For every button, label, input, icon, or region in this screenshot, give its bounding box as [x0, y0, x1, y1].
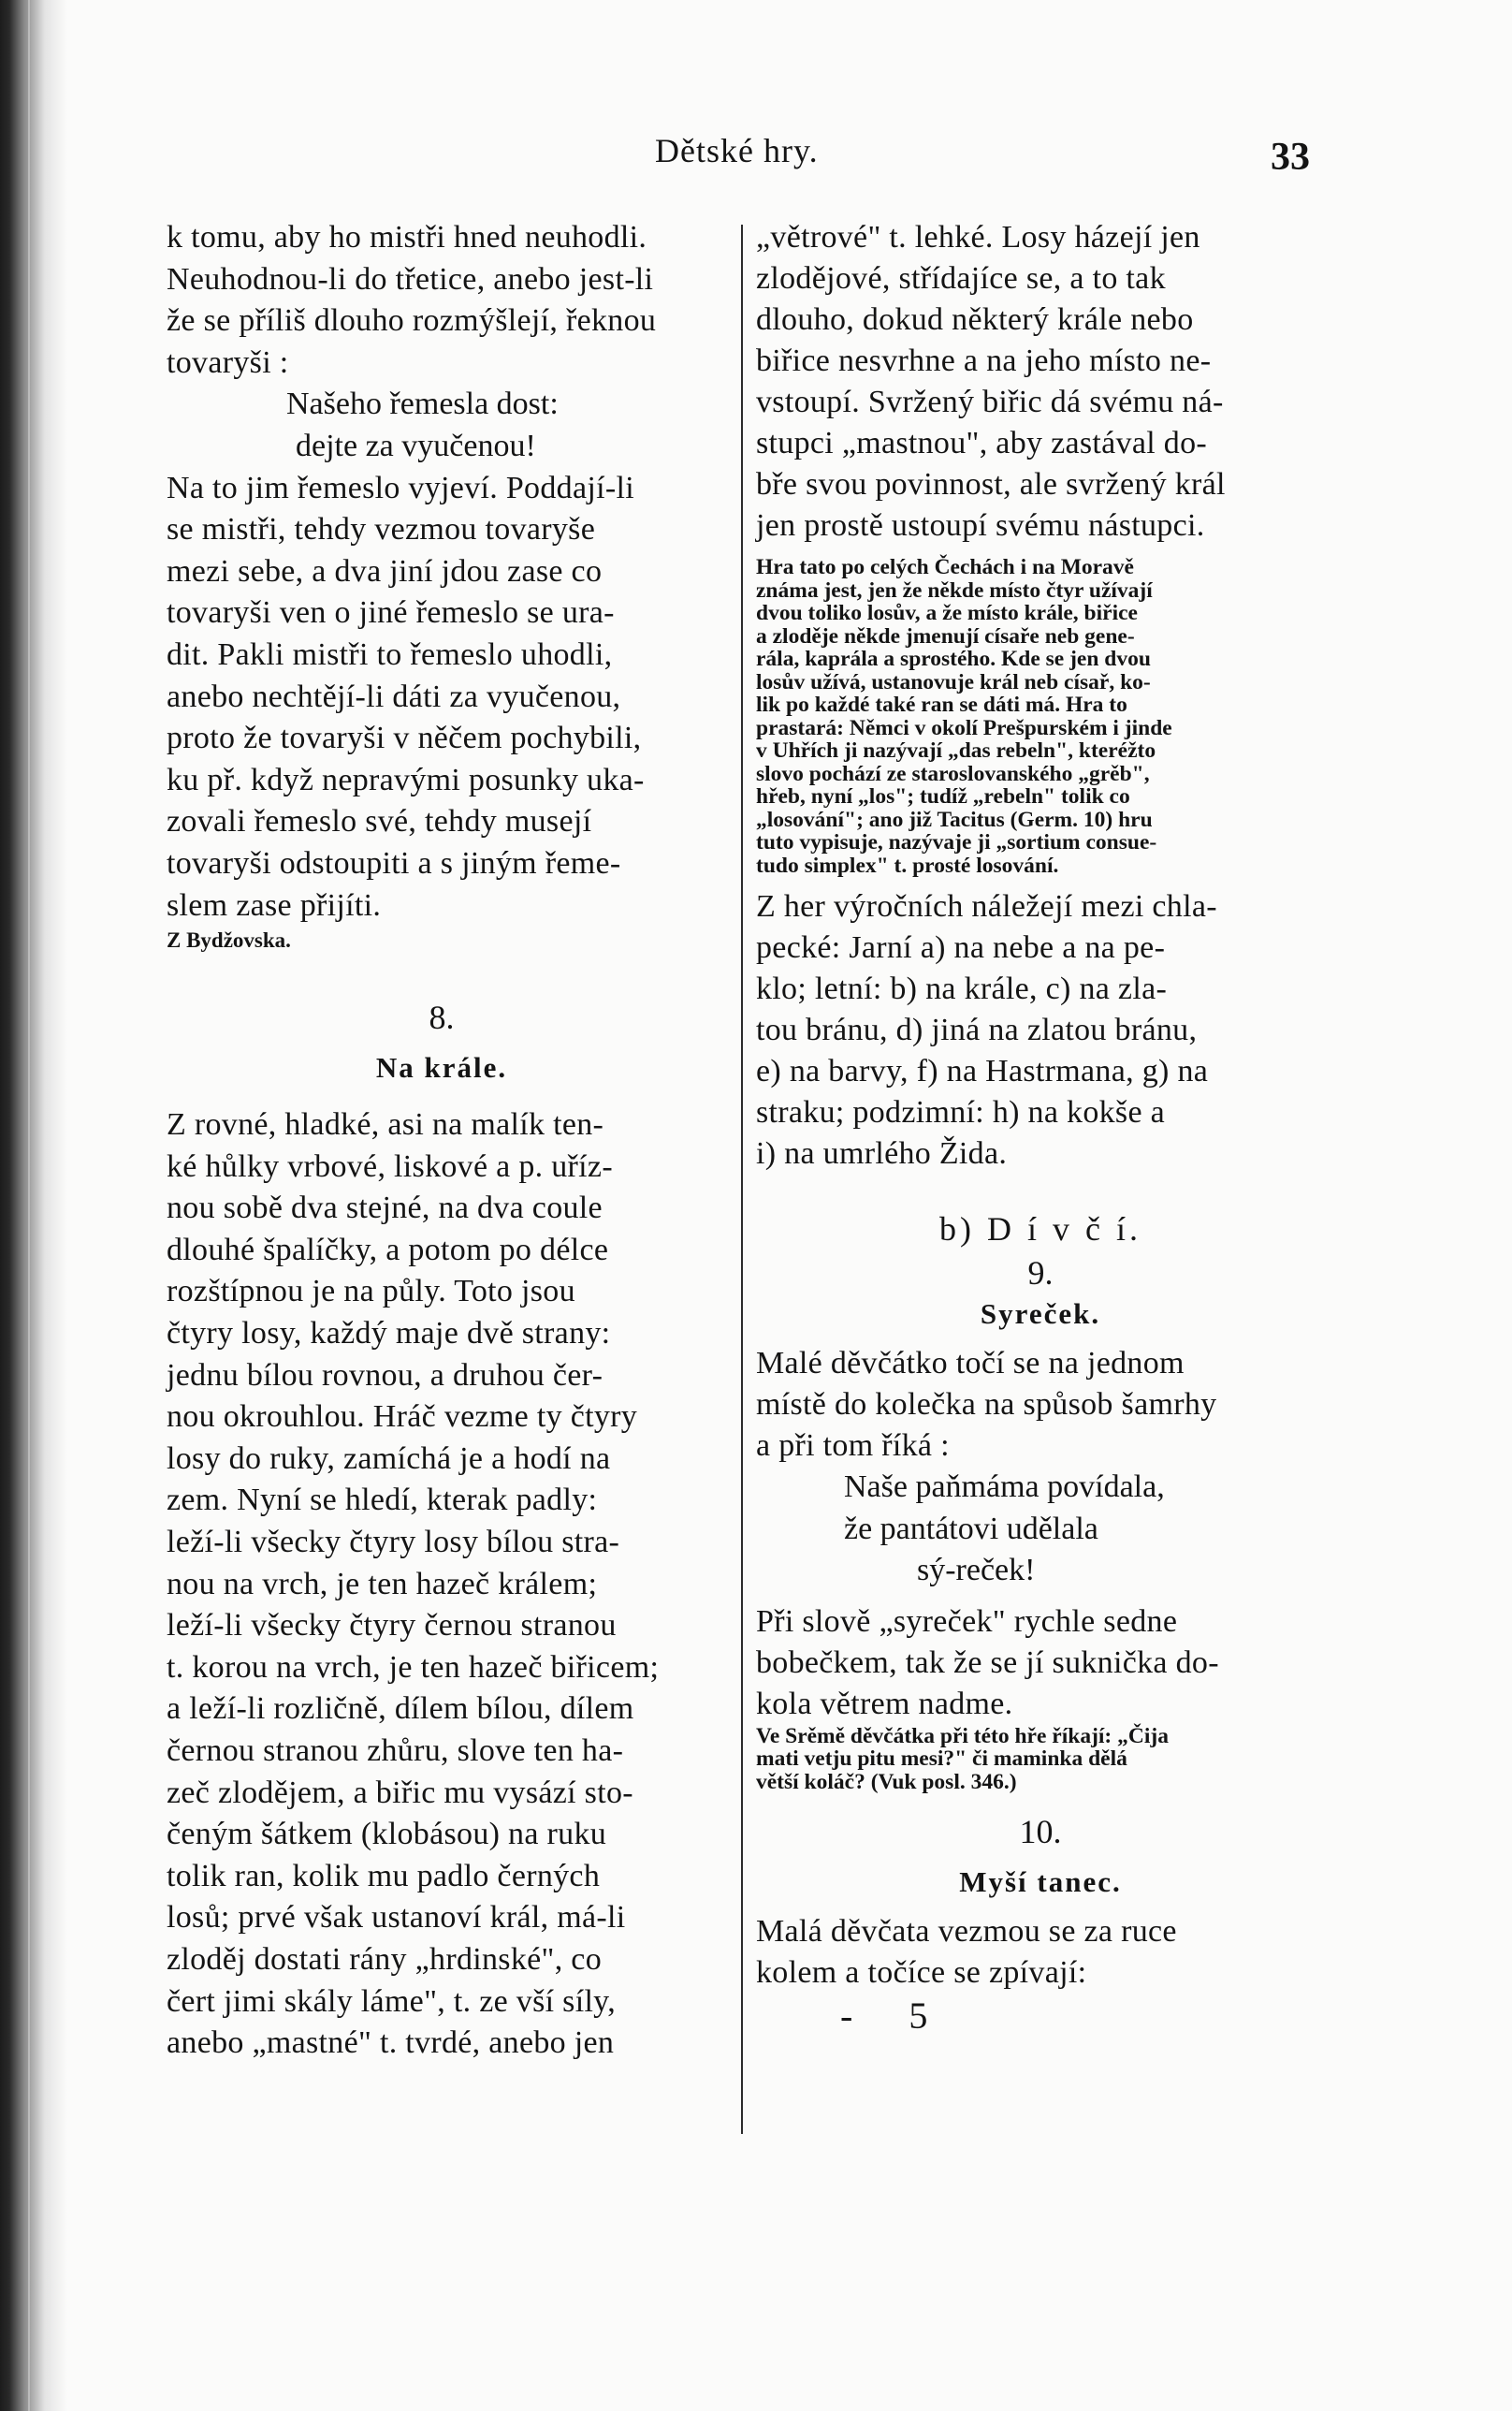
text-line: dlouhé špalíčky, a potom po délce	[167, 1232, 609, 1267]
text-line: anebo nechtějí-li dáti za vyučenou,	[167, 679, 621, 714]
paragraph	[756, 1601, 1325, 1725]
verse	[167, 384, 717, 467]
text-line: bře svou povinnost, ale svržený král	[756, 467, 1226, 502]
text-line: biřice nesvrhne a na jeho místo ne-	[756, 343, 1212, 378]
note-line: Hra tato po celých Čechách i na Moravě	[756, 555, 1134, 579]
text-line: černou stranou zhůru, slove ten ha-	[167, 1733, 624, 1768]
right-column	[756, 217, 1325, 2038]
signature-mark: - 5	[840, 1995, 928, 2038]
text-line: čert jimi skály láme", t. ze vší síly,	[167, 1983, 617, 2019]
text-line: zloděj dostati rány „hrdinské", co	[167, 1941, 602, 1977]
text-line: Malá děvčata vezmou se za ruce	[756, 1914, 1177, 1950]
note-line: slovo pochází ze staroslovanského „grěb",	[756, 761, 1150, 786]
text-line: zovali řemeslo své, tehdy musejí	[167, 804, 592, 840]
text-line: tovaryši :	[167, 344, 289, 380]
verse-line: že pantátovi udělala	[844, 1511, 1098, 1546]
text-line: čeným šátkem (klobásou) na ruku	[167, 1817, 607, 1852]
text-line: Na to jim řemeslo vyjeví. Poddají-li	[167, 470, 634, 505]
section-number: 8.	[429, 999, 455, 1037]
paragraph	[756, 1911, 1325, 1994]
text-line: „větrové" t. lehké. Losy házejí jen	[756, 220, 1200, 255]
note-line: losův užívá, ustanovuje král neb císař, ko-	[756, 669, 1151, 694]
text-line: tovaryši odstoupiti a s jiným řeme-	[167, 845, 621, 881]
text-line: zeč zlodějem, a biřic mu vysází sto-	[167, 1775, 633, 1810]
left-column	[167, 217, 717, 2065]
note-line: hřeb, nyní „los"; tudíž „rebeln" tolik co	[756, 784, 1130, 809]
scan-binding-edge	[0, 0, 67, 2411]
text-line: i) na umrlého Žida.	[756, 1136, 1008, 1171]
text-line: slem zase přijíti.	[167, 887, 382, 923]
text-line: k tomu, aby ho mistři hned neuhodli.	[167, 220, 647, 255]
text-line: se mistři, tehdy vezmou tovaryše	[167, 512, 596, 548]
text-line: nou na vrch, je ten hazeč králem;	[167, 1566, 598, 1601]
text-line: a při tom říká :	[756, 1428, 950, 1463]
text-line: klo; letní: b) na krále, c) na zla-	[756, 972, 1168, 1006]
text-line: Při slově „syreček" rychle sedne	[756, 1603, 1178, 1639]
text-line: pecké: Jarní a) na nebe a na pe-	[756, 930, 1166, 965]
text-line: tolik ran, kolik mu padlo černých	[167, 1858, 601, 1893]
paragraph	[167, 1104, 717, 2065]
text-line: dlouho, dokud některý krále nebo	[756, 302, 1194, 337]
subheading: b) D í v č í.	[939, 1210, 1141, 1248]
text-line: jednu bílou rovnou, a druhou čer-	[167, 1357, 603, 1393]
text-line: jen prostě ustoupí svému nástupci.	[756, 508, 1205, 543]
text-line: místě do kolečka na spůsob šamrhy	[756, 1387, 1217, 1422]
scan-edge-line	[28, 0, 30, 2411]
text-line: tou bránu, d) jiná na zlatou bránu,	[756, 1013, 1198, 1047]
text-line: že se příliš dlouho rozmýšlejí, řeknou	[167, 303, 657, 339]
text-line: bobečkem, tak že se jí suknička do-	[756, 1644, 1219, 1680]
verse-line: Našeho řemesla dost:	[286, 387, 559, 422]
footnote	[756, 1725, 1325, 1794]
text-line: e) na barvy, f) na Hastrmana, g) na	[756, 1054, 1209, 1089]
source-note: Z Bydžovska.	[167, 928, 291, 953]
text-line: Z rovné, hladké, asi na malík ten-	[167, 1107, 604, 1143]
note-line: tudo simplex" t. prosté losování.	[756, 853, 1059, 878]
verse	[756, 1467, 1325, 1592]
section-title: Na krále.	[375, 1051, 508, 1085]
text-line: straku; podzimní: h) na kokše a	[756, 1095, 1166, 1130]
text-line: tovaryši ven o jiné řemeslo se ura-	[167, 595, 615, 631]
note-line: větší koláč? (Vuk posl. 346.)	[756, 1769, 1017, 1794]
paragraph	[756, 217, 1325, 547]
section-title: Myší tanec.	[959, 1865, 1122, 1899]
verse-line: Naše paňmáma povídala,	[844, 1469, 1165, 1504]
text-line: nou sobě dva stejné, na dva coule	[167, 1191, 603, 1226]
paragraph	[756, 886, 1325, 1175]
footnote	[756, 556, 1325, 877]
note-line: lik po každé také ran se dáti má. Hra to	[756, 693, 1127, 717]
text-line: leží-li všecky čtyry losy bílou stra-	[167, 1525, 620, 1560]
text-line: ku př. když nepravými posunky uka-	[167, 762, 645, 797]
text-line: Neuhodnou-li do třetice, anebo jest-li	[167, 261, 654, 297]
text-line: kola větrem nadme.	[756, 1686, 1013, 1721]
section-number: 9.	[1027, 1254, 1054, 1292]
note-line: mati vetju pitu mesi?" či maminka dělá	[756, 1746, 1127, 1772]
note-line: v Uhřích ji nazývají „das rebeln", kteréžto	[756, 738, 1156, 763]
note-line: prastará: Němci v okolí Prešpurském i jinde	[756, 715, 1172, 740]
paragraph	[167, 217, 717, 384]
page-number: 33	[1271, 136, 1310, 179]
text-line: zem. Nyní se hledí, kterak padly:	[167, 1483, 598, 1518]
verse-line: sý-reček!	[917, 1553, 1036, 1588]
note-line: Ve Srěmě děvčátka při této hře říkají: „Čija	[756, 1723, 1169, 1748]
text-line: dit. Pakli mistři to řemeslo uhodli,	[167, 636, 613, 672]
text-line: t. korou na vrch, je ten hazeč biřicem;	[167, 1649, 660, 1685]
column-divider	[741, 225, 743, 2134]
running-head: Dětské hry.	[655, 132, 819, 169]
text-line: stupci „mastnou", aby zastával do-	[756, 426, 1207, 460]
text-line: anebo „mastné" t. tvrdé, anebo jen	[167, 2025, 615, 2061]
text-line: rozštípnou je na půly. Toto jsou	[167, 1274, 575, 1309]
text-line: nou okrouhlou. Hráč vezme ty čtyry	[167, 1399, 638, 1435]
text-line: zlodějové, střídajíce se, a to tak	[756, 261, 1166, 296]
note-line: rála, kaprála a sprostého. Kde se jen dvou	[756, 647, 1151, 671]
text-line: ké hůlky vrbové, liskové a p. uříz-	[167, 1148, 613, 1184]
text-line: losy do ruky, zamíchá je a hodí na	[167, 1440, 611, 1476]
section-title: Syreček.	[980, 1297, 1101, 1330]
section-number: 10.	[1019, 1813, 1062, 1851]
text-line: proto že tovaryši v něčem pochybili,	[167, 721, 642, 756]
text-line: leží-li všecky čtyry černou stranou	[167, 1608, 617, 1644]
note-line: a zloděje někde jmenují císaře neb gene-	[756, 623, 1135, 649]
verse-line: dejte za vyučenou!	[296, 428, 536, 463]
note-line: dvou toliko losův, a že místo krále, biřice	[756, 601, 1138, 625]
paragraph	[167, 468, 717, 928]
text-line: Malé děvčátko točí se na jednom	[756, 1346, 1185, 1381]
note-line: „losování"; ano již Tacitus (Germ. 10) hru	[756, 807, 1153, 832]
paragraph	[756, 1343, 1325, 1467]
text-line: losů; prvé však ustanoví král, má-li	[167, 1900, 626, 1936]
text-line: Z her výročních náležejí mezi chla-	[756, 889, 1217, 924]
text-line: mezi sebe, a dva jiní jdou zase co	[167, 553, 603, 589]
text-line: a leží-li rozličně, dílem bílou, dílem	[167, 1691, 634, 1727]
note-line: tuto vypisuje, nazývaje ji „sortium consue-	[756, 830, 1157, 855]
note-line: známa jest, jen že někde místo čtyr užívají	[756, 577, 1153, 603]
text-line: kolem a točíce se zpívají:	[756, 1955, 1087, 1991]
text-line: čtyry losy, každý maje dvě strany:	[167, 1316, 611, 1352]
text-line: vstoupí. Svržený biřic dá svému ná-	[756, 385, 1224, 419]
